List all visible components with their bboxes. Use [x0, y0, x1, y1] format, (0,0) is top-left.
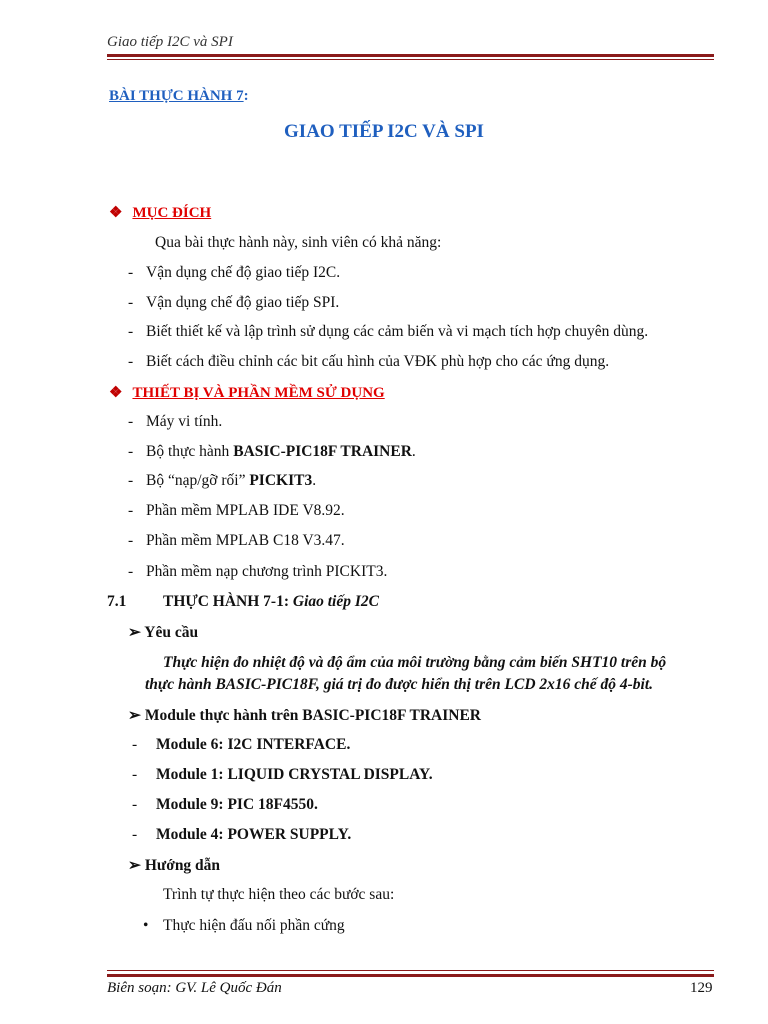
equipment-item: - Phần mềm MPLAB C18 V3.47. [128, 532, 345, 549]
purpose-item: - Biết thiết kế và lập trình sử dụng các cảm biến và vi mạch tích hợp chuyên dùng. [128, 323, 649, 340]
requirement-heading-text: Yêu cầu [144, 624, 199, 641]
equipment-item-bold: PICKIT3 [249, 472, 313, 489]
section-purpose-title: MỤC ĐÍCH [132, 205, 212, 221]
lab-label-text: BÀI THỰC HÀNH 7 [109, 88, 244, 104]
header-rule-thin [107, 59, 714, 60]
equipment-item: - Phần mềm nạp chương trình PICKIT3. [128, 563, 388, 580]
module-item-text: Module 1: LIQUID CRYSTAL DISPLAY. [156, 766, 433, 783]
module-heading [128, 706, 481, 725]
guide-bullet [143, 917, 345, 935]
footer-author: Biên soạn: GV. Lê Quốc Đán [107, 980, 282, 996]
module-item-text: Module 9: PIC 18F4550. [156, 796, 318, 813]
practice-number: 7.1 [107, 593, 127, 610]
page-title: GIAO TIẾP I2C VÀ SPI [284, 121, 484, 142]
section-purpose-heading [109, 203, 211, 222]
footer-rule-thin [107, 970, 714, 971]
equipment-item: - Phần mềm MPLAB IDE V8.92. [128, 502, 345, 519]
running-header: Giao tiếp I2C và SPI [107, 34, 233, 50]
requirement-heading [128, 623, 198, 642]
practice-title [163, 593, 379, 611]
equipment-item-text: Phần mềm MPLAB C18 V3.47. [146, 532, 345, 549]
equipment-item-text: Bộ thực hành [146, 443, 234, 460]
equipment-item-text: Phần mềm MPLAB IDE V8.92. [146, 502, 345, 519]
equipment-item-bold: BASIC-PIC18F TRAINER [233, 443, 412, 460]
footer-rule-thick [107, 974, 714, 977]
module-item: - Module 1: LIQUID CRYSTAL DISPLAY. [132, 766, 433, 783]
guide-heading [128, 856, 220, 875]
requirement-line: Thực hiện đo nhiệt độ và độ ẩm của môi trường bằng cảm biến SHT10 trên bộ [163, 654, 667, 671]
section-equipment-title: THIẾT BỊ VÀ PHẦN MỀM SỬ DỤNG [132, 385, 385, 401]
arrow-bullet-icon: ➢ [128, 857, 145, 874]
diamond-bullet-icon: ❖ [109, 385, 123, 401]
equipment-item-text: Bộ “nạp/gỡ rối” [146, 472, 250, 489]
guide-heading-text: Hướng dẫn [144, 857, 221, 874]
purpose-item-text: Biết thiết kế và lập trình sử dụng các cảm biến và vi mạch tích hợp chuyên dùng. [146, 323, 649, 340]
module-item: - Module 9: PIC 18F4550. [132, 796, 318, 813]
equipment-item-text: Phần mềm nạp chương trình PICKIT3. [146, 563, 388, 580]
lab-label [109, 88, 249, 105]
module-heading-text: Module thực hành trên BASIC-PIC18F TRAINER [144, 707, 482, 724]
purpose-item-text: Vận dụng chế độ giao tiếp I2C. [146, 264, 341, 281]
purpose-item-text: Biết cách điều chỉnh các bit cấu hình của VĐK phù hợp cho các ứng dụng. [146, 353, 610, 370]
guide-bullet-text: Thực hiện đấu nối phần cứng [163, 917, 345, 934]
module-item-text: Module 4: POWER SUPPLY. [156, 826, 352, 843]
module-item: - Module 6: I2C INTERFACE. [132, 736, 351, 753]
header-rule-thick [107, 54, 714, 57]
purpose-item-text: Vận dụng chế độ giao tiếp SPI. [146, 294, 340, 311]
guide-intro: Trình tự thực hiện theo các bước sau: [163, 886, 395, 903]
requirement-line: thực hành BASIC-PIC18F, giá trị đo được hiển thị trên LCD 2x16 chế độ 4-bit. [145, 676, 654, 693]
equipment-item: - Máy vi tính. [128, 413, 223, 430]
practice-title-italic: Giao tiếp I2C [292, 593, 379, 610]
equipment-item: - Bộ thực hành BASIC-PIC18F TRAINER. [128, 443, 416, 460]
module-item: - Module 4: POWER SUPPLY. [132, 826, 352, 843]
module-item-text: Module 6: I2C INTERFACE. [156, 736, 351, 753]
page-number: 129 [690, 980, 713, 996]
arrow-bullet-icon: ➢ [128, 624, 145, 641]
arrow-bullet-icon: ➢ [128, 707, 145, 724]
purpose-item: - Vận dụng chế độ giao tiếp I2C. [128, 264, 341, 281]
equipment-item-suffix: . [312, 472, 317, 489]
dot-bullet-icon: • [143, 917, 149, 934]
equipment-item-suffix: . [411, 443, 416, 460]
equipment-item: - Bộ “nạp/gỡ rối” PICKIT3. [128, 472, 317, 489]
section-equipment-heading [109, 383, 385, 402]
purpose-item: - Biết cách điều chỉnh các bit cấu hình của VĐK phù hợp cho các ứng dụng. [128, 353, 610, 370]
purpose-item: - Vận dụng chế độ giao tiếp SPI. [128, 294, 340, 311]
diamond-bullet-icon: ❖ [109, 205, 123, 221]
purpose-intro: Qua bài thực hành này, sinh viên có khả năng: [155, 234, 442, 251]
practice-title-bold: THỰC HÀNH 7-1: [163, 593, 293, 610]
lab-label-colon: : [243, 88, 249, 104]
equipment-item-text: Máy vi tính. [146, 413, 223, 430]
